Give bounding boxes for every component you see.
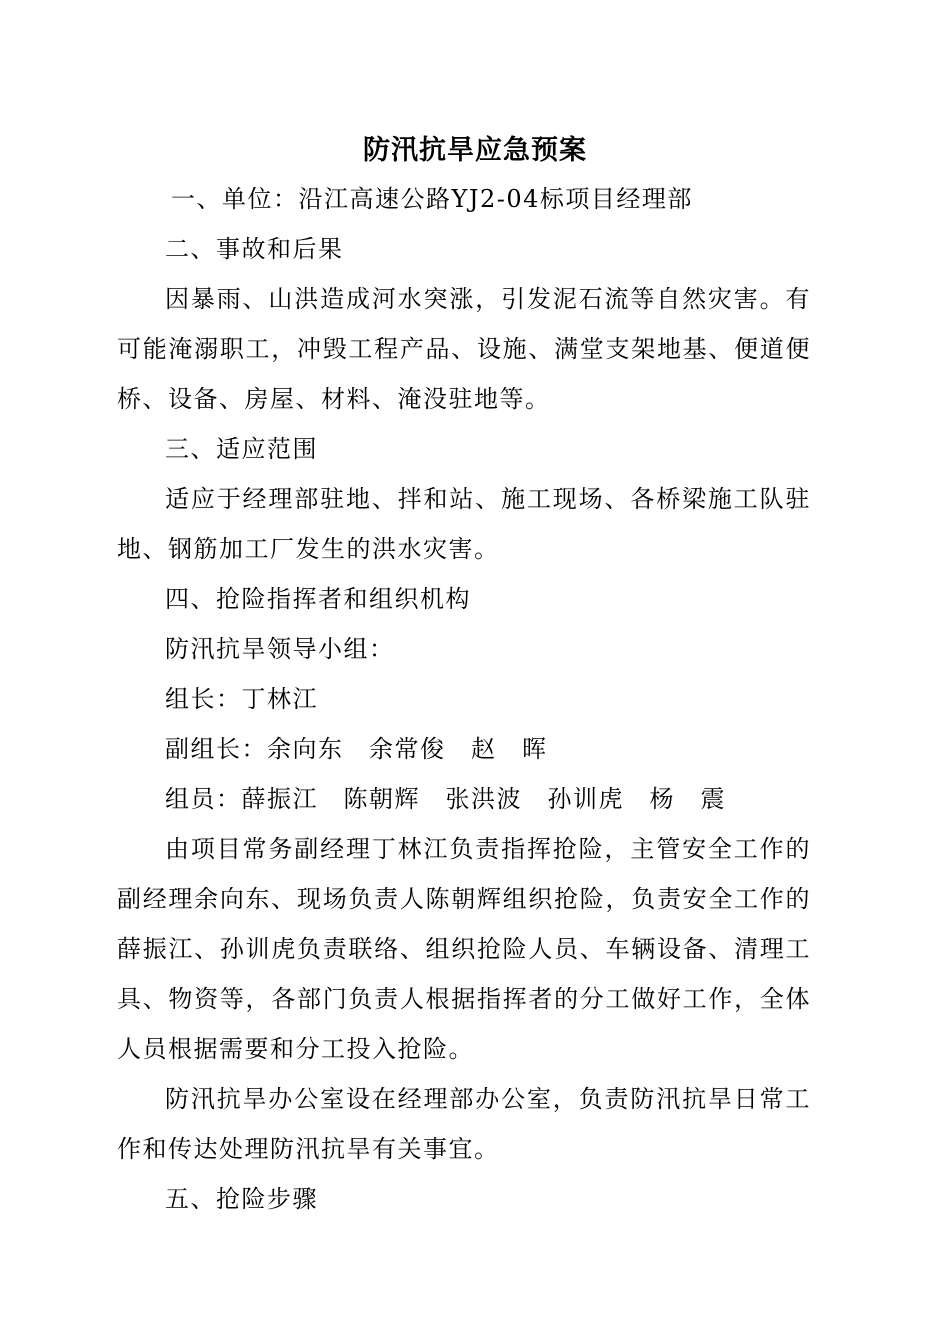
paragraph-members: 组员：薛振江 陈朝辉 张洪波 孙训虎 杨 震: [165, 785, 726, 813]
paragraph-consequences: 因暴雨、山洪造成河水突涨，引发泥石流等自然灾害。有可能淹溺职工，冲毁工程产品、设施、满堂支架地基、便道便桥、设备、房屋、材料、淹没驻地等。: [117, 285, 811, 413]
paragraph-deputy-leaders: 副组长：余向东 余常俊 赵 晖: [165, 735, 548, 763]
document-body: [117, 174, 811, 1224]
section-heading-steps: 五、抢险步骤: [165, 1185, 318, 1213]
paragraph-responsibilities: 由项目常务副经理丁林江负责指挥抢险，主管安全工作的副经理余向东、现场负责人陈朝辉组织抢险，负责安全工作的薛振江、孙训虎负责联络、组织抢险人员、车辆设备、清理工具、物资等，各部门负责人根据指挥者的分工做好工作，全体人员根据需要和分工投入抢险。: [117, 835, 811, 1063]
section-heading-scope: 三、适应范围: [165, 435, 318, 463]
paragraph-group-leader: 组长：丁林江: [165, 685, 318, 713]
section-unit: 一、单位：沿江高速公路YJ2-04标项目经理部: [171, 185, 693, 213]
section-heading-organization: 四、抢险指挥者和组织机构: [165, 585, 471, 613]
paragraph-office: 防汛抗旱办公室设在经理部办公室，负责防汛抗旱日常工作和传达处理防汛抗旱有关事宜。: [117, 1085, 811, 1163]
paragraph-scope: 适应于经理部驻地、拌和站、施工现场、各桥梁施工队驻地、钢筋加工厂发生的洪水灾害。: [117, 485, 811, 563]
document-title: 防汛抗旱应急预案: [363, 135, 587, 166]
paragraph-leadership-group: 防汛抗旱领导小组：: [165, 635, 395, 663]
section-heading-consequences: 二、事故和后果: [165, 235, 344, 263]
